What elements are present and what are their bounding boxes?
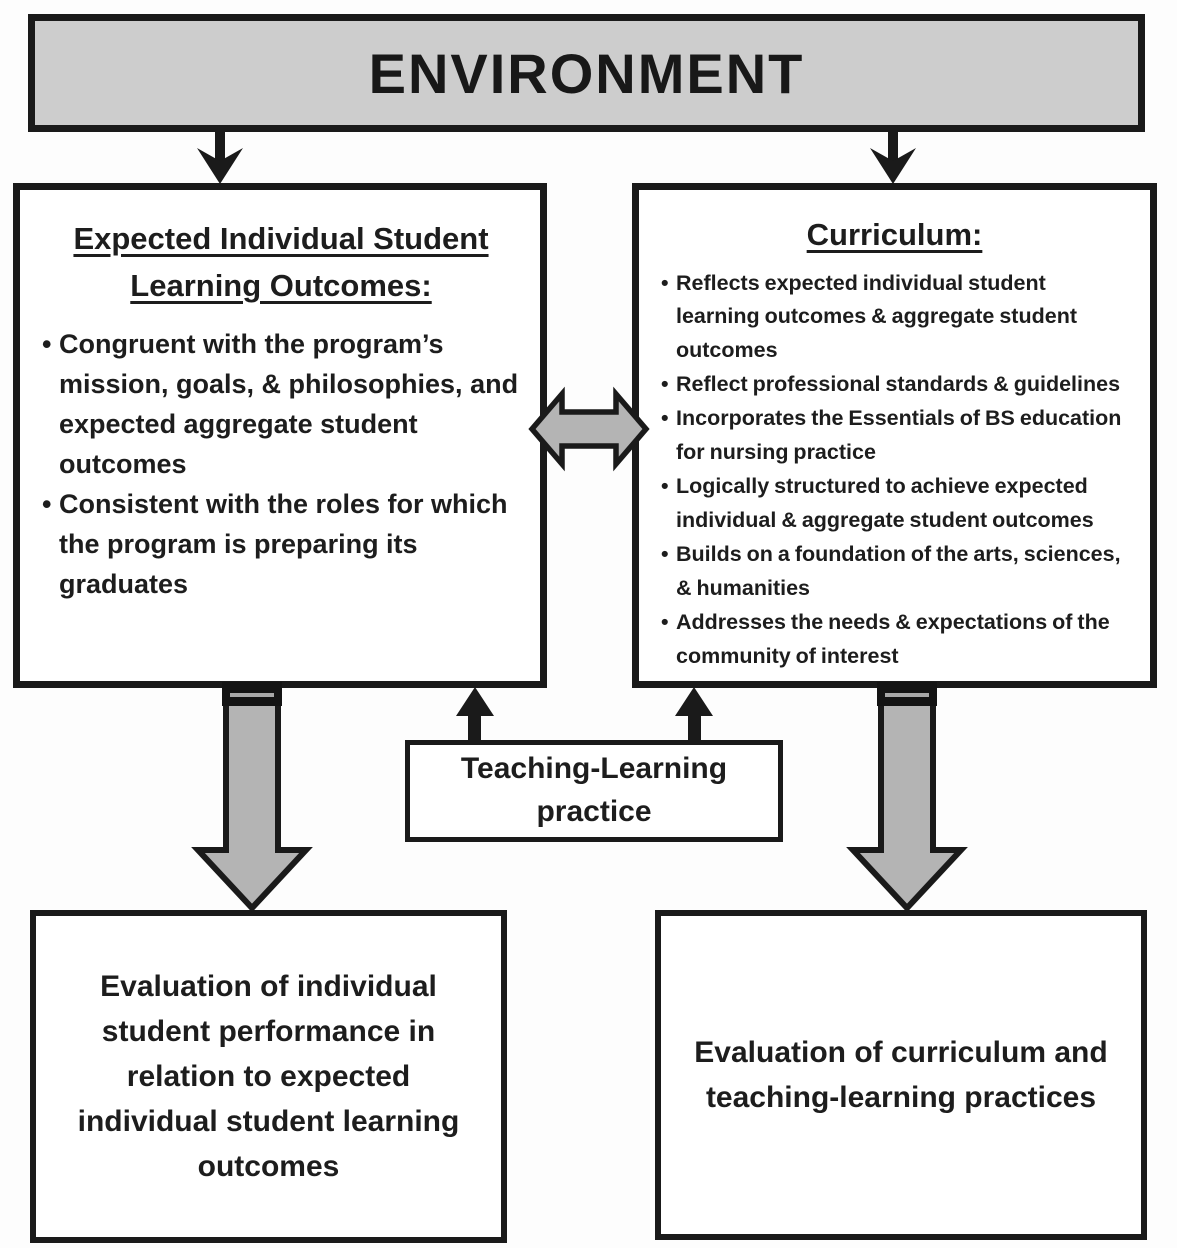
environment-box: [28, 14, 1145, 132]
arrow-curriculum-to-evaluation: [853, 682, 961, 908]
teaching-label-line: practice: [536, 795, 652, 828]
bullet-item: • Logically structured to achieve expected individual & aggregate student outcomes: [661, 470, 1128, 538]
evaluation-individual-label: Evaluation of individual student performance in relation to expected individual student learning outcomes: [77, 970, 460, 1183]
bullet-item: • Addresses the needs & expectations of the community of interest: [661, 606, 1128, 674]
teaching-label-line: Teaching-Learning: [460, 752, 728, 786]
arrow-environment-to-outcomes: [197, 130, 243, 184]
bullet-item: • Congruent with the program’s mission, goals, & philosophies, and expected aggregate student outcomes: [42, 325, 520, 485]
heading-line: Curriculum:: [806, 217, 983, 252]
heading-line: Learning Outcomes:: [130, 267, 432, 303]
evaluation-curriculum-box: [655, 910, 1147, 1240]
teaching-learning-practice-box: [405, 740, 783, 842]
curriculum-box: [632, 183, 1157, 688]
bullet-item: • Reflect professional standards & guidelines: [661, 368, 1128, 402]
expected-outcomes-bullet-list: [42, 325, 520, 605]
expected-outcomes-heading: [42, 216, 520, 309]
curriculum-heading: [661, 212, 1128, 259]
expected-outcomes-box: [13, 183, 547, 688]
arrow-outcomes-to-evaluation: [198, 682, 306, 908]
curriculum-bullet-list: [661, 267, 1128, 675]
bullet-item: • Incorporates the Essentials of BS education for nursing practice: [661, 402, 1128, 470]
evaluation-individual-box: [30, 910, 507, 1243]
heading-line: Expected Individual Student: [73, 221, 489, 256]
bullet-item: • Reflects expected individual student learning outcomes & aggregate student outcomes: [661, 267, 1128, 369]
environment-label: ENVIRONMENT: [368, 41, 805, 105]
arrow-teaching-to-curriculum: [675, 687, 713, 742]
arrow-environment-to-curriculum: [870, 130, 916, 184]
arrow-teaching-to-outcomes: [456, 687, 494, 742]
double-arrow-outcomes-curriculum: [532, 394, 646, 464]
bullet-item: • Builds on a foundation of the arts, sciences, & humanities: [661, 538, 1128, 606]
bullet-item: • Consistent with the roles for which the program is preparing its graduates: [42, 485, 520, 605]
evaluation-curriculum-label: Evaluation of curriculum and teaching-learning practices: [694, 1036, 1108, 1114]
